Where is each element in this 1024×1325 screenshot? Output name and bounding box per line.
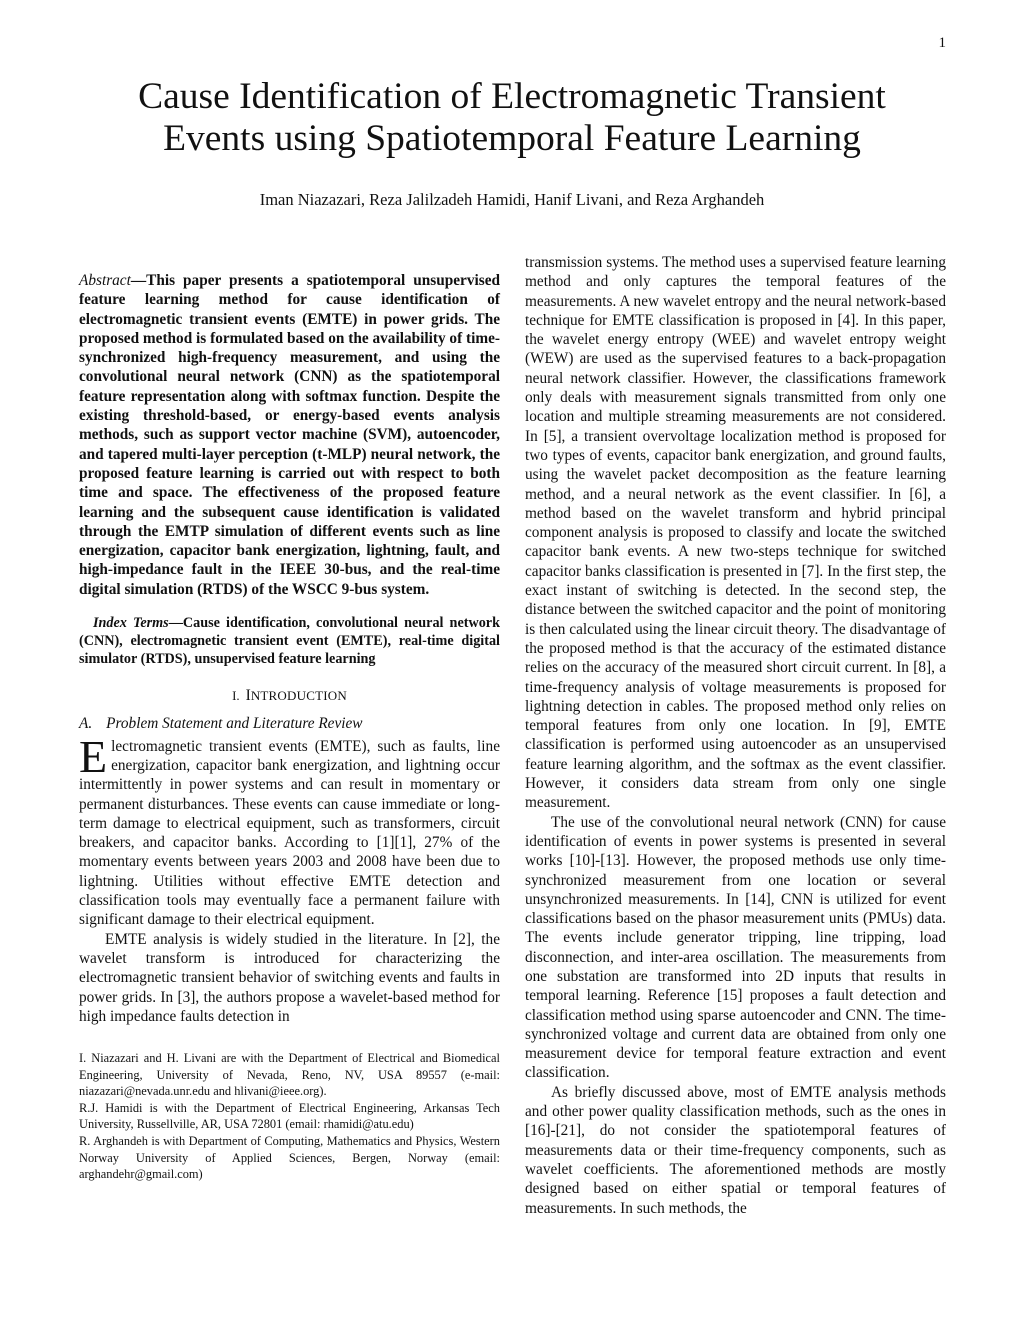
page-number: 1 xyxy=(938,35,946,51)
intro-paragraph-1-text: lectromagnetic transient events (EMTE), such as faults, line energization, capacitor bank energization, and lightning occur intermittently in power systems and can result in momentary or permanent disturbances. These events can cause immediate or long-term damage to electrical equipment, such as transformers, circuit breakers, and capacitor banks. According to [1][1], 27% of the momentary events between years 2003 and 2008 have been due to lightning. Utilities without effective EMTE detection and classification tools may eventually face a permanent failure with significant damage to their electrical equipment. xyxy=(79,737,500,929)
index-terms-label: Index Terms xyxy=(93,615,169,632)
index-terms xyxy=(79,614,500,668)
abstract-label: Abstract xyxy=(79,272,131,289)
author-list: Iman Niazazari, Reza Jalilzadeh Hamidi, Hanif Livani, and Reza Arghandeh xyxy=(259,190,765,209)
paper-title xyxy=(80,76,944,160)
title-line-2: Events using Spatiotemporal Feature Learning xyxy=(163,118,861,159)
footnote-2: R.J. Hamidi is with the Department of Electrical Engineering, Arkansas Tech University, Russellville, AR, USA 72801 (email: rhamidi@atu.edu) xyxy=(79,1100,500,1132)
abstract-text: —This paper presents a spatiotemporal unsupervised feature learning method for cause identification of electromagnetic transient events (EMTE) in power grids. The proposed method is formulated based on the availability of time-synchronized high-frequency measurement, and using the convolutional neural network (CNN) as the spatiotemporal feature representation along with softmax function. Despite the existing threshold-based, or energy-based events analysis methods, such as support vector machine (SVM), autoencoder, and tapered multi-layer perception (t-MLP) neural network, the proposed feature learning is carried out with respect to both time and space. The effectiveness of the proposed feature learning and the subsequent cause identification is validated through the EMTP simulation of different events such as line energization, capacitor bank energization, lightning, fault, and high-impedance fault in the IEEE 30-bus, and the real-time digital simulation (RTDS) of the WSCC 9-bus system. xyxy=(79,272,500,598)
right-paragraph-2: The use of the convolutional neural network (CNN) for cause identification of events in power systems is presented in several works [10]-[13]. However, the proposed methods use only time-synchronized measurement from one location or several unsynchronized measurements. In [14], CNN is utilized for event classifications based on the phasor measurement units (PMUs) data. The events include generator tripping, line tripping, load disconnection, and inter-area oscillation. The measurements from one substation are transformed into 2D inputs that results in temporal learning. Reference [15] proposes a fault detection and classification method using sparse autoencoder and CNN. The time-synchronized voltage and current data are obtained from only one measurement device for temporal feature extraction and event classification. xyxy=(525,813,946,1082)
author-footnotes xyxy=(79,1050,500,1183)
subsection-title: Problem Statement and Literature Review xyxy=(106,715,363,733)
drop-cap: E xyxy=(79,730,108,782)
intro-paragraph-1 xyxy=(79,730,500,930)
index-terms-text: —Cause identification, convolutional neural network (CNN), electromagnetic transient event (EMTE), real-time digital simulator (RTDS), unsupervised feature learning xyxy=(79,615,500,668)
footnote-3: R. Arghandeh is with Department of Computing, Mathematics and Physics, Western Norway University of Applied Sciences, Bergen, Norway (email: arghandehr@gmail.com) xyxy=(79,1134,500,1182)
right-column xyxy=(525,253,946,1218)
subsection-letter: A. xyxy=(79,715,93,733)
section-heading-introduction xyxy=(79,686,500,705)
title-line-1: Cause Identification of Electromagnetic Transient xyxy=(138,76,886,117)
section-number: I. xyxy=(232,688,240,704)
section-title-rest: NTRODUCTION xyxy=(250,688,347,704)
intro-paragraph-2: EMTE analysis is widely studied in the literature. In [2], the wavelet transform is introduced for characterizing the electromagnetic transient behavior of switching events and faults in power grids. In [3], the authors propose a wavelet-based method for high impedance faults detection in xyxy=(79,930,500,1025)
right-paragraph-3: As briefly discussed above, most of EMTE analysis methods and other power quality classification methods, such as the ones in [16]-[21], do not consider the spatiotemporal features of measurements data or their time-frequency components, such as wavelet coefficients. The aforementioned methods are mostly designed based on either spatial or temporal features of measurements. In such methods, the xyxy=(525,1083,946,1217)
section-title-initial: I xyxy=(245,687,251,705)
footnote-1: I. Niazazari and H. Livani are with the Department of Electrical and Biomedical Engineering, University of Nevada, Reno, NV, USA 89557 (e-mail: niazazari@nevada.unr.edu and hlivani@ieee.org). xyxy=(79,1051,500,1099)
subsection-heading xyxy=(79,714,500,733)
right-paragraph-1: transmission systems. The method uses a supervised feature learning method and only captures the temporal features of the measurements. A new wavelet entropy and the neural network-based technique for EMTE classification is proposed in [4]. In this paper, the wavelet energy entropy (WEE) and wavelet entropy weight (WEW) are used as the supervised features to a back-propagation neural network classifier. However, the classifications framework only deals with measurement signals transmitted from only one location and multiple streaming measurements are not considered. In [5], a transient overvoltage localization method is proposed for two types of events, capacitor bank energization, and ground faults, using the wavelet packet decomposition as the feature learning method, and a neural network as the event classifier. In [6], a method based on the wavelet transform and hybrid principal component analysis is proposed to classify and locate the switched capacitor bank events. A new two-steps technique for switched capacitor banks classification is presented in [7]. In the first step, the exact instant of switching is detected. In the second step, the distance between the switched capacitor and the point of monitoring is then calculated using the linear circuit theory. The disadvantage of the proposed method is that the accuracy of the estimated distance relies on the accuracy of the measured short circuit current. In [8], a time-frequency analysis of voltage measurements is proposed for lightning detection in cables. The proposed method only relies on temporal features from only one location. In [9], EMTE classification is performed using autoencoder as an unsupervised feature learning algorithm, and the softmax as the event classifier. However, it considers data stream from only one single measurement. xyxy=(525,254,946,812)
left-column xyxy=(79,271,500,1183)
abstract xyxy=(79,271,500,599)
